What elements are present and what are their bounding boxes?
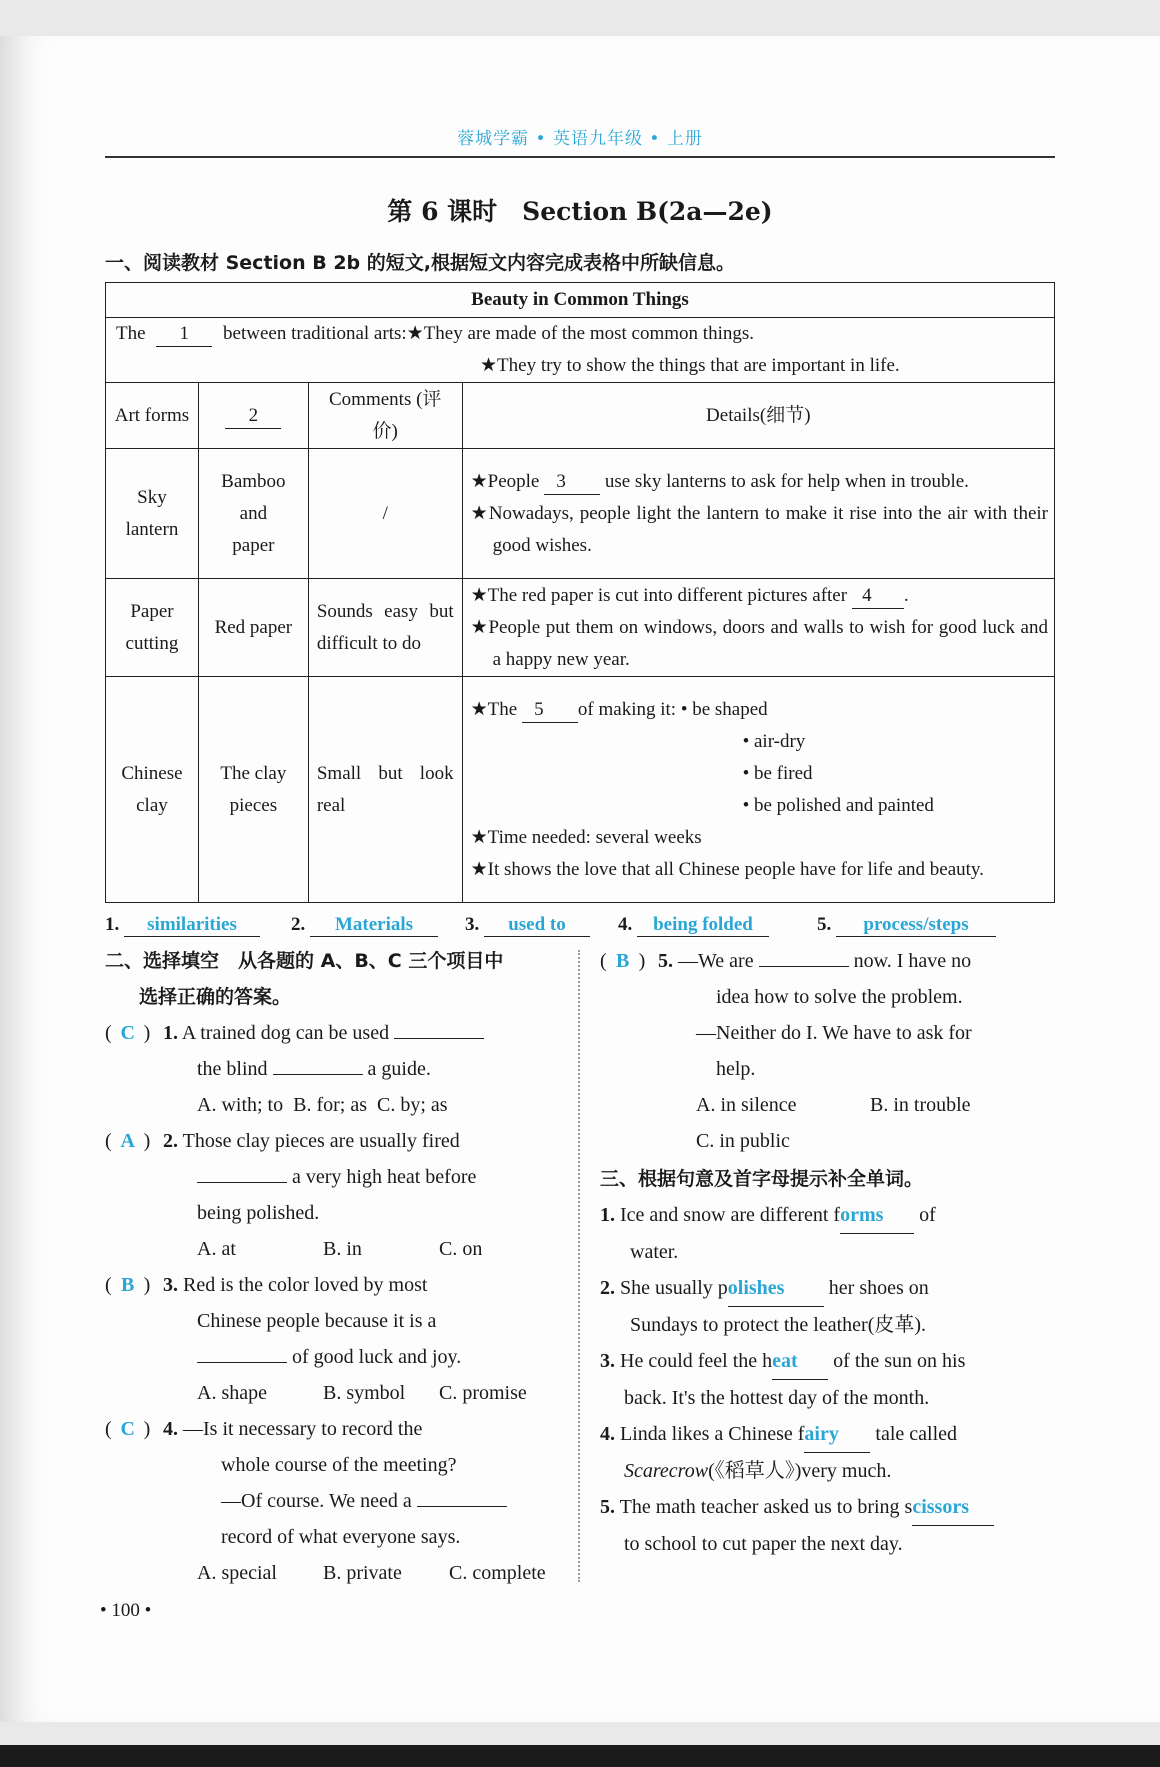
sentence-5: 5. The math teacher asked us to bring scissors to school to cut paper the next day. — [600, 1489, 1060, 1562]
row1-star2: ★They try to show the things that are important in life. — [480, 355, 900, 376]
blank-3: 3 — [544, 470, 600, 495]
table-row — [106, 579, 1055, 677]
lesson-title: 第 6 课时 Section B(2a—2e) — [387, 197, 773, 226]
clay-step: • be shaped — [680, 698, 768, 720]
section2-right — [600, 943, 1060, 1562]
question-2: ( A ) 2. Those clay pieces are usually fired a very high heat before being polished. A. at B. in C. on — [105, 1130, 483, 1260]
clay-step: • air-dry — [742, 730, 806, 752]
table-row — [106, 449, 1055, 579]
answer-1: 1. similarities — [105, 914, 260, 937]
clay-detail-3: ★It shows the love that all Chinese people have for life and beauty. — [470, 858, 984, 880]
section2-left — [105, 943, 557, 1591]
clay-detail-2: ★Time needed: several weeks — [470, 826, 702, 848]
section3-heading: 三、根据句意及首字母提示补全单词。 — [600, 1168, 924, 1190]
column-divider — [578, 950, 580, 1582]
section2-heading-1: 二、选择填空 从各题的 A、B、C 三个项目中 — [105, 950, 504, 972]
paper-material: Red paper — [198, 579, 308, 677]
sky-detail-1: ★People 3 use sky lanterns to ask for help when in trouble. — [471, 466, 1048, 498]
paper-comment: Sounds easy but difficult to do — [308, 579, 462, 677]
question-5: ( B ) 5. —We are now. I have no idea how to solve the problem. —Neither do I. We have to ask for help. A. in silence B. in trouble C. in public — [600, 943, 1060, 1159]
sky-details — [462, 449, 1054, 579]
row1-star1: ★They are made of the most common things. — [406, 323, 754, 344]
clay-comment: Small but look real — [308, 677, 462, 903]
paper-details — [462, 579, 1054, 677]
answer-5: 5. process/steps — [817, 914, 996, 937]
paper-detail-2: ★People put them on windows, doors and walls to wish for good luck and a happy new year. — [470, 616, 1048, 670]
sentence-4: 4. Linda likes a Chinese fairy tale called Scarecrow(《稻草人》)very much. — [600, 1416, 1060, 1489]
info-table — [105, 282, 1055, 903]
clay-details — [462, 677, 1054, 903]
sentence-1: 1. Ice and snow are different forms of water. — [600, 1197, 1060, 1270]
clay-step: • be polished and painted — [742, 794, 934, 816]
section1-heading: 一、阅读教材 Section B 2b 的短文,根据短文内容完成表格中所缺信息。 — [105, 252, 735, 274]
table-title-row — [106, 283, 1055, 318]
sky-comment: / — [308, 449, 462, 579]
question-1: ( C ) 1. A trained dog can be used the blind a guide. A. with; to B. for; as C. by; as — [105, 1015, 557, 1123]
section2-heading-2: 选择正确的答案。 — [139, 986, 292, 1008]
answer-4: 4. being folded — [618, 914, 769, 937]
table-header-row — [106, 383, 1055, 449]
table-title: Beauty in Common Things — [106, 283, 1055, 318]
row1-text: The 1 between traditional arts: — [116, 318, 407, 350]
blank-4: 4 — [852, 584, 904, 609]
paper-detail-1: ★The red paper is cut into different pictures after 4 . — [471, 580, 1048, 612]
row1-cell — [106, 318, 1055, 383]
sky-material: Bamboo and paper — [198, 449, 308, 579]
answer-2: 2. Materials — [291, 914, 438, 937]
clay-step: • be fired — [742, 762, 813, 784]
table-row — [106, 677, 1055, 903]
sky-art: Sky lantern — [106, 449, 199, 579]
question-3: ( B ) 3. Red is the color loved by most Chinese people because it is a of good luck and joy. A. shape B. symbol C. promise — [105, 1274, 527, 1404]
blank-5: 5 — [522, 698, 578, 723]
clay-material: The clay pieces — [198, 677, 308, 903]
col-blank-2: 2 — [198, 383, 308, 449]
sky-detail-2: ★Nowadays, people light the lantern to make it rise into the air with their good wishes. — [470, 502, 1048, 556]
col-comments: Comments (评价) — [308, 383, 462, 449]
paper-art: Paper cutting — [106, 579, 199, 677]
clay-art: Chinese clay — [106, 677, 199, 903]
running-header: 蓉城学霸 • 英语九年级 • 上册 — [457, 129, 703, 149]
answer-3: 3. used to — [465, 914, 590, 937]
blank-1: 1 — [156, 322, 212, 347]
clay-detail-1: ★The 5 of making it: • be shaped — [471, 694, 1048, 726]
question-4: ( C ) 4. —Is it necessary to record the whole course of the meeting? —Of course. We need a record of what everyone says. A. special B. private C. complete — [105, 1418, 546, 1584]
table-row — [106, 318, 1055, 383]
sentence-3: 3. He could feel the heat of the sun on his back. It's the hottest day of the month. — [600, 1343, 1060, 1416]
page-number: • 100 • — [100, 1600, 152, 1621]
sentence-2: 2. She usually polishes her shoes on Sundays to protect the leather(皮革). — [600, 1270, 1060, 1343]
header-rule — [105, 156, 1055, 158]
col-art-forms: Art forms — [106, 383, 199, 449]
bottom-bar — [0, 1745, 1160, 1767]
col-details: Details(细节) — [462, 383, 1054, 449]
